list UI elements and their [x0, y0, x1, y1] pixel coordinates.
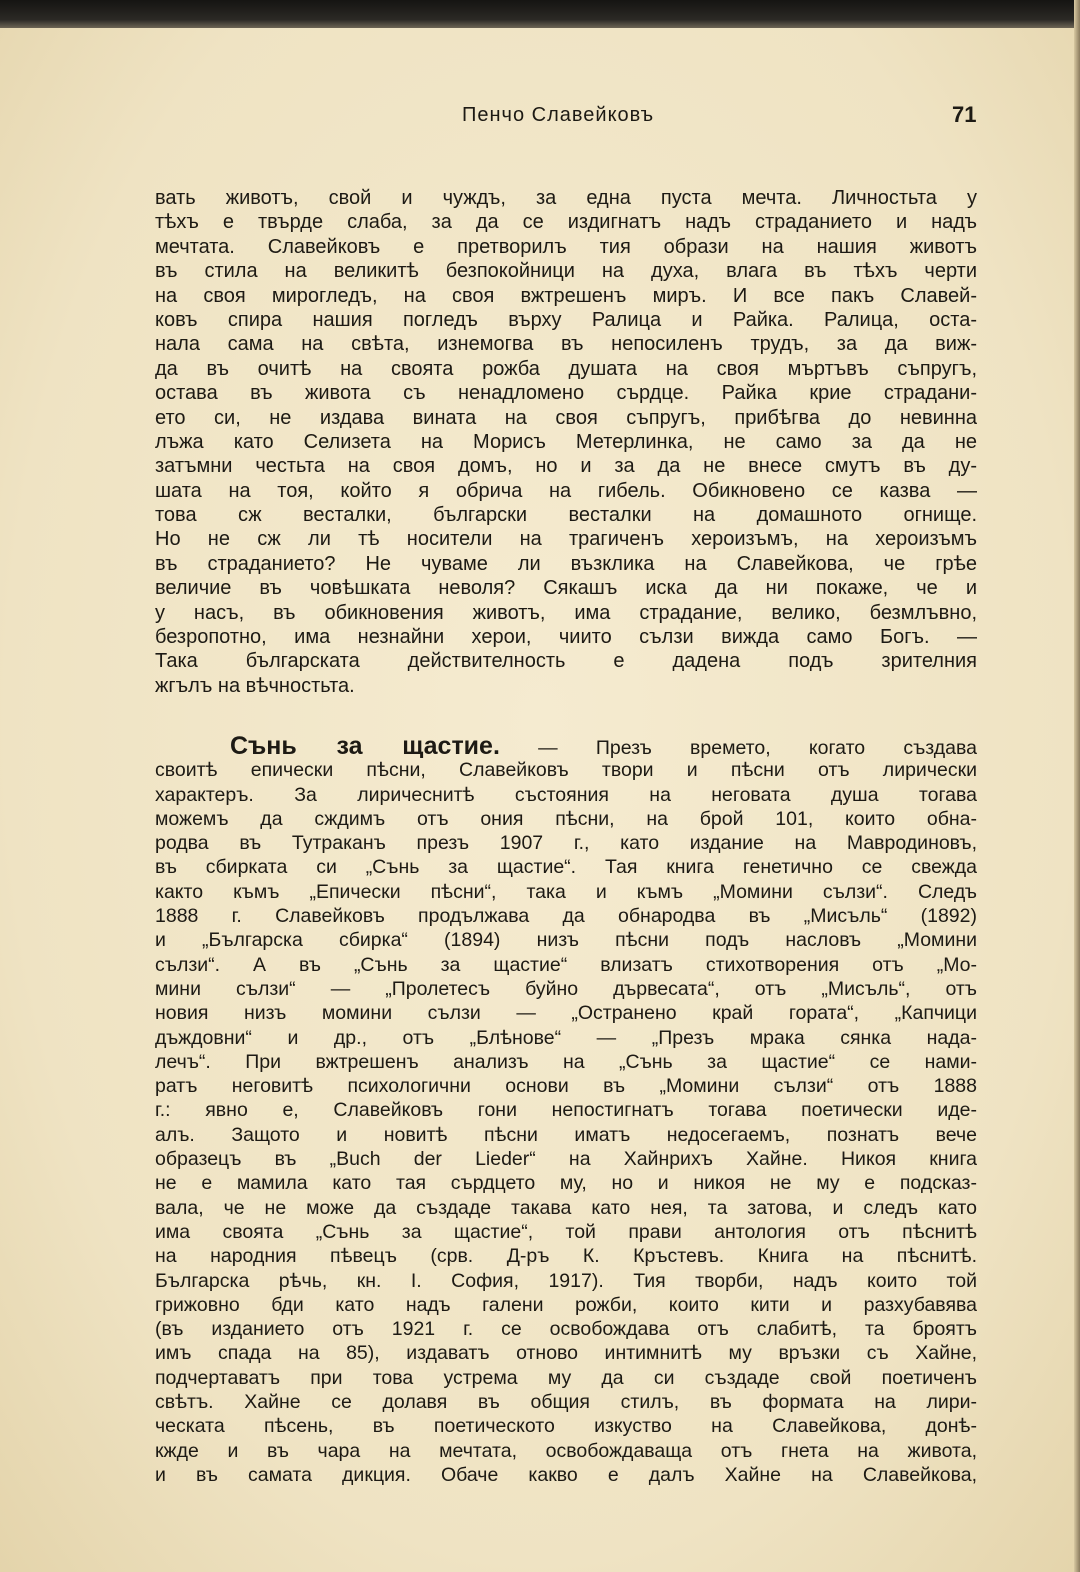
text-line: на народния пѣвецъ (срв. Д-ръ К. Кръстевъ. Книга на пѣснитѣ. — [155, 1245, 977, 1268]
text-line: ратъ неговитѣ психологични основи въ „Момини сълзи“ отъ 1888 — [155, 1075, 977, 1098]
text-line: има своята „Сънь за щастие“, той прави антология отъ пѣснитѣ — [155, 1220, 977, 1243]
paragraph-2-first-line — [155, 734, 977, 758]
text-line: жгълъ на вѣчностьта. — [155, 674, 355, 697]
text-line: ковъ спира нашия погледъ върху Ралица и Райка. Ралица, оста- — [155, 308, 977, 331]
text-line: това сж весталки, български весталки на домашното огнище. — [155, 504, 977, 527]
text-line: както къмъ „Епически пѣсни“, така и къмъ „Момини сълзи“. Следъ — [155, 880, 977, 903]
text-line: вала, че не може да създаде такава като нея, та затова, и следъ като — [155, 1196, 977, 1219]
text-line: въ сбирката си „Сънь за щастие“. Тая книга генетично се свежда — [155, 856, 977, 879]
text-line: на своя мирогледъ, на своя вжтрешенъ миръ. И все пакъ Славей- — [155, 284, 977, 307]
text-line: шата на тоя, който я обрича на гибель. Обикновено се казва — — [155, 479, 977, 502]
text-line: лечъ“. При вжтрешенъ анализъ на „Сънь за щастие“ се нами- — [155, 1050, 977, 1073]
text-line: можемъ да сждимъ отъ ония пѣсни, на брой 101, които обна- — [155, 807, 977, 830]
paragraph-2 — [155, 734, 977, 1487]
text-line: кжде и въ чара на мечтата, освобождаваща отъ гнета на живота, — [155, 1439, 977, 1462]
text-line: своитѣ епически пѣсни, Славейковъ твори и пѣсни отъ лирически — [155, 759, 977, 782]
text-line: 1888 г. Славейковъ продължава да обнародва въ „Мисъль“ (1892) — [155, 905, 977, 928]
text-line: дъждовни“ и др., отъ „Блѣнове“ — „Презъ мрака сянка нада- — [155, 1026, 977, 1049]
text-line: характеръ. За лиричеснитѣ състояния на неговата душа тогава — [155, 783, 977, 806]
text-line: и „Българска сбирка“ (1894) низъ пѣсни подъ насловъ „Момини — [155, 929, 977, 952]
text-line: (въ изданието отъ 1921 г. се освобождава отъ слабитѣ, та броятъ — [155, 1318, 977, 1341]
text-line: Но не сж ли тѣ носители на трагиченъ хероизъмъ, на хероизъмъ — [155, 528, 977, 551]
paragraph-2-first-line-text: — Презъ времето, когато създава — [538, 737, 977, 759]
running-header-author: Пенчо Славейковъ — [462, 104, 655, 126]
text-line: сълзи“. А въ „Сънь за щастие“ влизатъ стихотворения отъ „Мо- — [155, 953, 977, 976]
text-line: свѣтъ. Хайне се долавя въ общия стилъ, въ формата на лири- — [155, 1391, 977, 1414]
text-line: подчертаватъ при това устрема му да си създаде свой поетиченъ — [155, 1366, 977, 1389]
text-line: лъжа като Селизета на Морисъ Метерлинка, не само за да не — [155, 430, 977, 453]
text-line: въ страданието? Не чуваме ли възклика на Славейкова, че грѣе — [155, 552, 977, 575]
text-line: остава въ живота съ ненадломено сърдце. Райка крие страдани- — [155, 382, 977, 405]
text-line: и въ самата дикция. Обаче какво е далъ Хайне на Славейкова, — [155, 1463, 977, 1486]
text-line: ето си, не издава вината на своя съпругъ, прибѣгва до невинна — [155, 406, 977, 429]
text-line: г.: явно е, Славейковъ гони непостигнатъ тогава поетически иде- — [155, 1099, 977, 1122]
section-heading: Сънь за щастие. — [230, 734, 500, 759]
text-line: Българска рѣчь, кн. I. София, 1917). Тия творби, надъ които той — [155, 1269, 977, 1292]
page-number: 71 — [952, 102, 977, 127]
text-line: грижовно бди като надъ галени рожби, които кити и разхубавява — [155, 1293, 977, 1316]
text-line: не е мамила като тая сърдцето му, но и никоя не му е подсказ- — [155, 1172, 977, 1195]
text-line: нала сама на свѣта, изнемогва въ непосиленъ трудъ, за да виж- — [155, 333, 977, 356]
text-line: имъ спада на 85), издаватъ отново интимнитѣ му връзки съ Хайне, — [155, 1342, 977, 1365]
paragraph-1 — [155, 186, 977, 698]
text-line: родва въ Тутраканъ презъ 1907 г., като издание на Мавродиновъ, — [155, 832, 977, 855]
text-line: затъмни честьта на своя домъ, но и за да не внесе смутъ въ ду- — [155, 455, 977, 478]
text-line: тѣхъ е твърде слаба, за да се издигнатъ надъ страданието и надъ — [155, 211, 977, 234]
text-line: вать животъ, свой и чуждъ, за една пуста мечта. Личностьта у — [155, 187, 977, 209]
scan-right-edge — [1074, 0, 1080, 1572]
running-header — [0, 104, 1080, 134]
text-line: у насъ, въ обикновения животъ, има страдание, велико, безмлъвно, — [155, 601, 977, 624]
text-line: да въ очитѣ на своята рожба душата на своя мъртъвъ съпругъ, — [155, 357, 977, 380]
text-line: въ стила на великитѣ безпокойници на духа, влага въ тѣхъ черти — [155, 260, 977, 283]
text-line: мини сълзи“ — „Пролетесъ буйно дървесата“, отъ „Мисъль“, отъ — [155, 977, 977, 1000]
scan-top-edge — [0, 0, 1080, 28]
text-line: мечтата. Славейковъ е претворилъ тия образи на нашия животъ — [155, 235, 977, 258]
text-line: величие въ човѣшката неволя? Сякашъ иска да ни покаже, че и — [155, 577, 977, 600]
text-line: ческата пѣсень, въ поетическото изкуство на Славейкова, донѣ- — [155, 1415, 977, 1438]
book-page — [0, 28, 1080, 1572]
text-line: новия низъ момини сълзи — „Остранено край гората“, „Капчици — [155, 1002, 977, 1025]
text-line: безропотно, има незнайни херои, чиито сълзи вижда само Богъ. — — [155, 626, 977, 649]
text-line: алъ. Защото и новитѣ пѣсни иматъ недосегаемъ, познатъ вече — [155, 1123, 977, 1146]
text-line: образецъ въ „Buch der Lieder“ на Хайнрихъ Хайне. Никоя книга — [155, 1148, 977, 1171]
text-line: Така българската действителность е дадена подъ зрителния — [155, 650, 977, 673]
